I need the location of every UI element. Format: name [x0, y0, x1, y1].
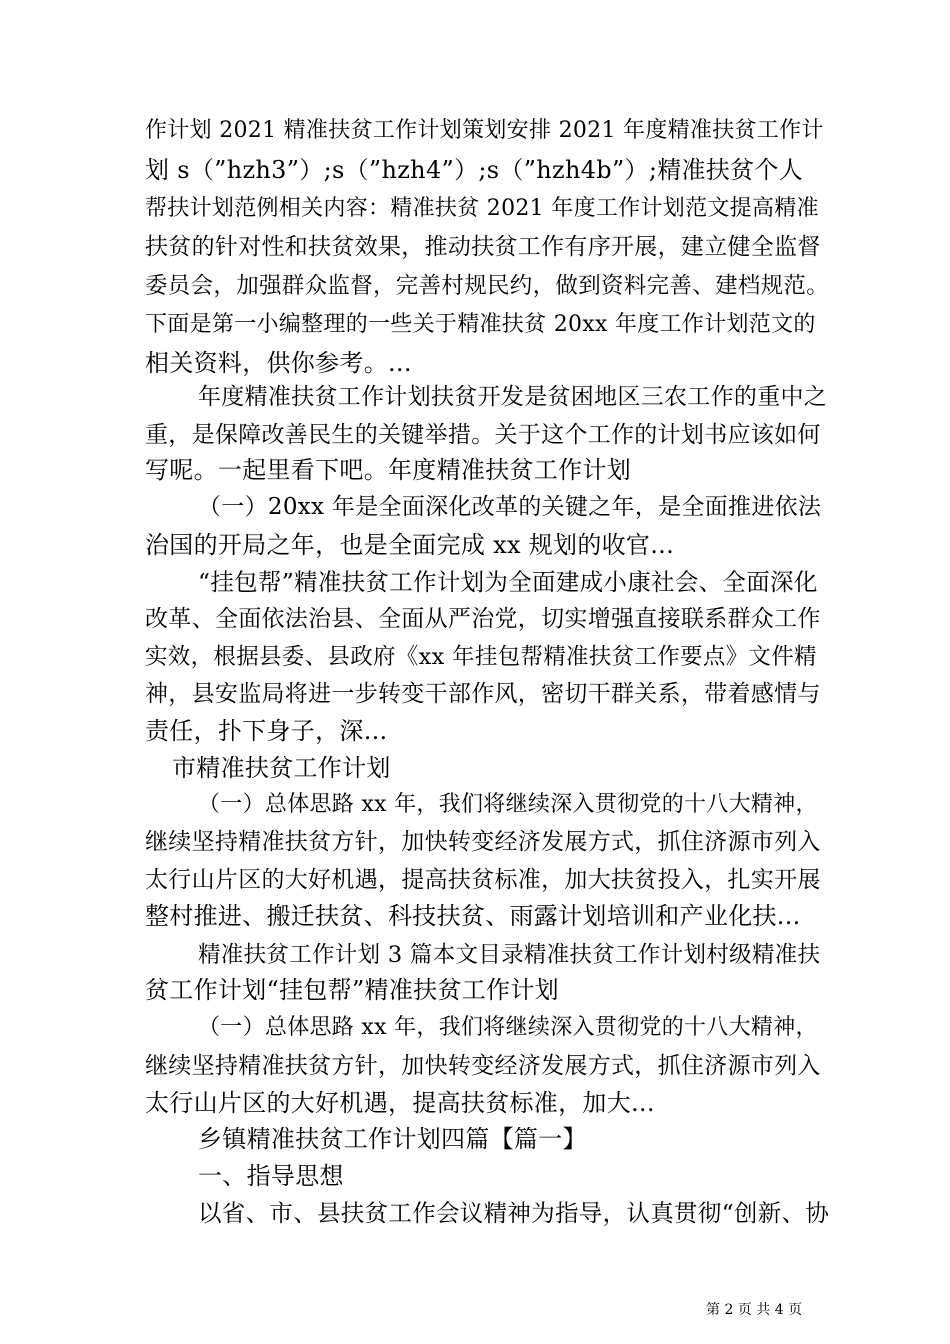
text-line: 精准扶贫工作计划 3 篇本文目录精准扶贫工作计划村级精准扶: [198, 942, 821, 968]
text-line: 写呢。一起里看下吧。年度精准扶贫工作计划: [145, 456, 631, 484]
section-heading: 市精准扶贫工作计划: [172, 754, 391, 782]
page-number: 第 2 页 共 4 页: [706, 1302, 803, 1318]
text-line: 划 s（”hzh3”）;s（”hzh4”）;s（”hzh4b”）;精准扶贫个人: [145, 156, 803, 184]
text-line: （一）总体思路 xx 年，我们将继续深入贯彻党的十八大精神，: [198, 792, 818, 817]
text-line: 帮扶计划范例相关内容：精准扶贫 2021 年度工作计划范文提高精准: [145, 196, 819, 221]
text-line: 相关资料，供你参考。...: [145, 349, 412, 377]
text-line: 改革、全面依法治县、全面从严治党，切实增强直接联系群众工作: [145, 606, 821, 632]
text-line: 实效，根据县委、县政府《xx 年挂包帮精准扶贫工作要点》文件精: [145, 644, 817, 670]
text-line: 治国的开局之年，也是全面完成 xx 规划的收官...: [145, 531, 675, 559]
text-line: 下面是第一小编整理的一些关于精准扶贫 20xx 年度工作计划范文的: [145, 312, 816, 337]
section-heading: 乡镇精准扶贫工作计划四篇【篇一】: [198, 1125, 587, 1153]
text-line: 委员会，加强群众监督，完善村规民约，做到资料完善、建档规范。: [145, 273, 830, 299]
text-line: （一）总体思路 xx 年，我们将继续深入贯彻党的十八大精神，: [198, 1015, 818, 1040]
text-line: 重，是保障改善民生的关键举措。关于这个工作的计划书应该如何: [145, 422, 821, 448]
text-line: 责任，扑下身子，深...: [145, 717, 388, 745]
text-line: 以省、市、县扶贫工作会议精神为指导，认真贯彻“创新、协: [198, 1199, 830, 1227]
text-line: 继续坚持精准扶贫方针，加快转变经济发展方式，抓住济源市列入: [145, 1053, 821, 1079]
text-line: 扶贫的针对性和扶贫效果，推动扶贫工作有序开展，建立健全监督: [145, 234, 821, 260]
text-line: 作计划 2021 精准扶贫工作计划策划安排 2021 年度精准扶贫工作计: [145, 118, 824, 143]
text-line: 年度精准扶贫工作计划扶贫开发是贫困地区三农工作的重中之: [198, 384, 828, 410]
text-line: 贫工作计划“挂包帮”精准扶贫工作计划: [145, 976, 559, 1004]
text-line: 继续坚持精准扶贫方针，加快转变经济发展方式，抓住济源市列入: [145, 829, 821, 855]
text-line: 整村推进、搬迁扶贫、科技扶贫、雨露计划培训和产业化扶...: [145, 902, 801, 930]
text-line: 太行山片区的大好机遇，提高扶贫标准，加大...: [145, 1089, 655, 1117]
section-heading: 一、指导思想: [198, 1162, 344, 1190]
text-line: “挂包帮”精准扶贫工作计划为全面建成小康社会、全面深化: [198, 568, 818, 596]
text-line: 太行山片区的大好机遇，提高扶贫标准，加大扶贫投入，扎实开展: [145, 867, 821, 893]
text-line: （一）20xx 年是全面深化改革的关键之年，是全面推进依法: [198, 494, 822, 520]
text-line: 神，县安监局将进一步转变干部作风，密切干群关系，带着感情与: [145, 681, 821, 707]
